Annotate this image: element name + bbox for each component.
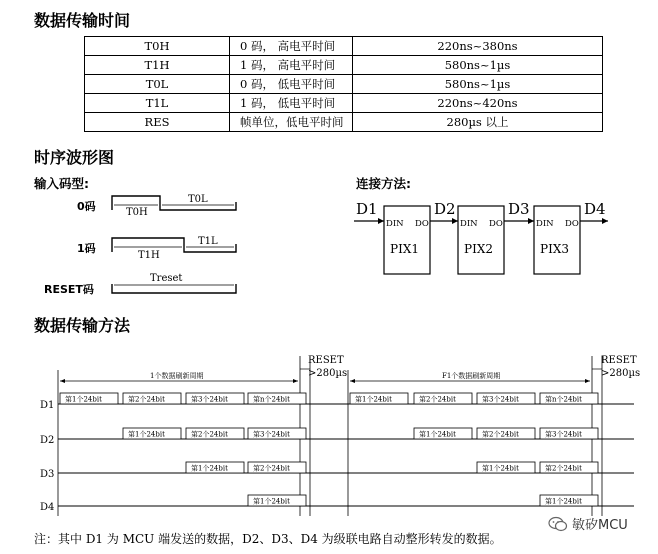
timing-cell-desc: 1 码， 高电平时间	[230, 56, 353, 75]
t0l-label: T0L	[188, 194, 208, 205]
timing-cell-value: 220ns~420ns	[353, 94, 603, 113]
timing-row	[85, 37, 603, 56]
data-box-label: 第2个24bit	[253, 464, 290, 473]
heading-method: 数据传输方法	[34, 316, 131, 335]
timing-row	[85, 75, 603, 94]
pix1-din: DIN	[386, 219, 404, 229]
timing-cell-name: T1H	[85, 56, 230, 75]
data-box-label: 第2个24bit	[128, 395, 165, 404]
pix1-box	[384, 206, 430, 274]
data-box-label: 第2个24bit	[482, 430, 519, 439]
transfer-diagram	[30, 348, 648, 524]
timing-cell-desc: 0 码， 高电平时间	[230, 37, 353, 56]
period-label-2: F1个数据刷新周期	[442, 372, 501, 380]
period-label-1: 1个数据刷新周期	[150, 372, 204, 380]
pix2-din: DIN	[460, 219, 478, 229]
code-one-label: 1码	[77, 242, 96, 255]
reset-time-1: >280µs	[308, 368, 348, 379]
reset-time-2: >280µs	[601, 368, 641, 379]
arrow-head	[585, 379, 590, 383]
timing-cell-desc: 1 码， 低电平时间	[230, 94, 353, 113]
signal-d3: D3	[508, 200, 530, 218]
pix2-box	[458, 206, 504, 274]
timing-cell-name: RES	[85, 113, 230, 132]
data-box-label: 第2个24bit	[191, 430, 228, 439]
data-box-label: 第n个24bit	[253, 395, 290, 404]
data-box-label: 第1个24bit	[419, 430, 456, 439]
heading-input-code: 输入码型:	[34, 176, 89, 191]
data-box-label: 第1个24bit	[65, 395, 102, 404]
data-box-label: 第3个24bit	[191, 395, 228, 404]
arrow-head	[293, 379, 298, 383]
signal-d1: D1	[356, 200, 378, 218]
data-box-label: 第1个24bit	[355, 395, 392, 404]
pix3-label: PIX3	[540, 242, 569, 256]
data-box-label: 第1个24bit	[545, 497, 582, 506]
t1h-label: T1H	[138, 250, 160, 261]
t0h-label: T0H	[126, 207, 148, 218]
data-box-label: 第1个24bit	[253, 497, 290, 506]
data-box-label: 第2个24bit	[419, 395, 456, 404]
timing-row	[85, 113, 603, 132]
data-box-label: 第n个24bit	[545, 395, 582, 404]
heading-connection: 连接方法:	[356, 176, 411, 191]
timing-cell-value: 580ns~1µs	[353, 75, 603, 94]
timing-cell-value: 580ns~1µs	[353, 56, 603, 75]
data-box-label: 第1个24bit	[191, 464, 228, 473]
heading-waveform: 时序波形图	[34, 148, 115, 167]
line-label-d3: D3	[40, 469, 55, 480]
line-label-d2: D2	[40, 435, 55, 446]
heading-timing: 数据传输时间	[34, 11, 131, 30]
pix2-label: PIX2	[464, 242, 493, 256]
pix3-din: DIN	[536, 219, 554, 229]
line-label-d4: D4	[40, 502, 55, 513]
data-box-label: 第3个24bit	[545, 430, 582, 439]
timing-cell-desc: 0 码， 低电平时间	[230, 75, 353, 94]
logo-text: 敏矽MCU	[572, 518, 628, 533]
data-box-label: 第1个24bit	[482, 464, 519, 473]
line-label-d1: D1	[40, 400, 55, 411]
timing-row	[85, 94, 603, 113]
timing-cell-name: T1L	[85, 94, 230, 113]
timing-cell-value: 220ns~380ns	[353, 37, 603, 56]
data-box-label: 第1个24bit	[128, 430, 165, 439]
wechat-icon	[548, 516, 568, 532]
data-box-label: 第3个24bit	[482, 395, 519, 404]
arrow-head	[350, 379, 355, 383]
data-box-label: 第2个24bit	[545, 464, 582, 473]
signal-d4: D4	[584, 200, 606, 218]
data-box-label: 第3个24bit	[253, 430, 290, 439]
treset-label: Treset	[150, 273, 183, 284]
reset-label-1: RESET	[308, 355, 344, 366]
pix1-do: DO	[415, 219, 429, 229]
logo-block	[548, 514, 628, 533]
t1l-label: T1L	[198, 236, 218, 247]
timing-row	[85, 56, 603, 75]
timing-cell-name: T0H	[85, 37, 230, 56]
timing-cell-desc: 帧单位，低电平时间	[230, 113, 353, 132]
timing-cell-name: T0L	[85, 75, 230, 94]
code-reset-label: RESET码	[44, 283, 94, 296]
timing-table	[84, 36, 603, 132]
timing-cell-value: 280µs 以上	[353, 113, 603, 132]
arrow-head	[60, 379, 65, 383]
pix3-box	[534, 206, 580, 274]
pix1-label: PIX1	[390, 242, 419, 256]
code-zero-label: 0码	[77, 200, 96, 213]
footer-note: 注：其中 D1 为 MCU 端发送的数据，D2、D3、D4 为级联电路自动整形转发的数据。	[34, 532, 502, 546]
code-waveform-diagram	[100, 186, 250, 301]
signal-d2: D2	[434, 200, 456, 218]
pix3-do: DO	[565, 219, 579, 229]
pix2-do: DO	[489, 219, 503, 229]
connection-diagram	[350, 196, 620, 278]
reset-label-2: RESET	[601, 355, 637, 366]
